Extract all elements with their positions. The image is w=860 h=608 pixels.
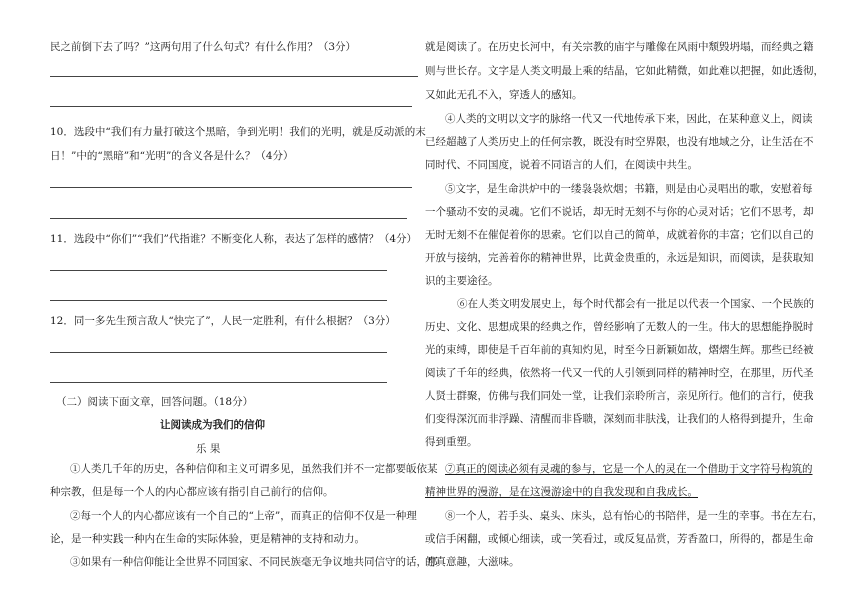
paragraph-6: 人贤士群聚，仿佛与我们同处一堂，让我们亲聆所言，亲见所行。他们的言行，使我 <box>425 390 814 402</box>
q9-tail: 民之前倒下去了吗？”这两句用了什么句式？有什么作用？（3分） <box>50 41 357 53</box>
paragraph-6: ⑥在人类文明发展史上，每个时代都会有一批足以代表一个国家、一个民族的 <box>457 298 814 310</box>
paragraph-4: ④人类的文明以文字的脉络一代又一代地传承下来，因此，在某种意义上，阅读 <box>445 113 813 125</box>
paragraph-5: ⑤文字，是生命洪炉中的一缕袅袅炊烟；书籍，则是由心灵唱出的歌，安慰着每 <box>445 183 813 195</box>
paragraph-2: 论，是一种实践一种内在生命的实际体验，更是精神的支持和动力。 <box>50 533 365 545</box>
answer-line[interactable] <box>50 270 387 271</box>
answer-line[interactable] <box>50 187 412 188</box>
paragraph-7-underlined: ⑦真正的阅读必须有灵魂的参与，它是一个人的灵在一个借助于文字符号构筑的 <box>445 463 813 475</box>
paragraph-5: 识的主要途径。 <box>425 275 499 287</box>
paragraph-5: 开放与接纳，完善着你的精神世界，比黄金贵重的，永远是知识，而阅读，是获取知 <box>425 252 814 264</box>
answer-line[interactable] <box>50 106 412 107</box>
paragraph-3: ③如果有一种信仰能让全世界不同国家、不同民族毫无争议地共同信守的话，那 <box>70 556 438 568</box>
answer-line[interactable] <box>50 300 387 301</box>
answer-line[interactable] <box>50 352 387 353</box>
paragraph-5: 一个骚动不安的灵魂。它们不说话，却无时无刻不与你的心灵对话；它们不思考，却 <box>425 206 814 218</box>
section-heading: （二）阅读下面文章，回答问题。（18分） <box>56 396 254 408</box>
paragraph-2: ②每一个人的内心都应该有一个自己的“上帝”，而真正的信仰不仅是一种理 <box>70 510 417 522</box>
paragraph-1: ①人类几千年的历史，各种信仰和主义可谓多见，虽然我们并不一定都要皈依某 <box>70 463 438 475</box>
paragraph-8: 或信手闲翻，或倾心细读，或一笑看过，或反复品赏，芳香盈口，所得的，都是生命 <box>425 533 814 545</box>
q10-line1: 10．选段中“我们有力量打破这个黑暗，争到光明！我们的光明，就是反动派的末 <box>50 126 426 138</box>
q11: 11．选段中“你们”“我们”代指谁？不断变化人称，表达了怎样的感情？（4分） <box>50 233 418 245</box>
paragraph-8: ⑧一个人，若手头、桌头、床头，总有怡心的书陪伴，是一生的幸事。书在左右， <box>445 510 823 522</box>
paragraph-6: 历史、文化、思想成果的经典之作，曾经影响了无数人的一生。伟大的思想能挣脱时 <box>425 321 814 333</box>
q12: 12．同一多先生预言敌人“快完了”，人民一定胜利，有什么根据？（3分） <box>50 315 396 327</box>
paragraph-3: 则与世长存。文字是人类文明最上乘的结晶，它如此精微，如此难以把握，如此透彻， <box>425 65 824 77</box>
paragraph-6: 得到重塑。 <box>425 436 478 448</box>
paragraph-4: 已经超越了人类历史上的任何宗教，既没有时空界限，也没有地域之分，让生活在不 <box>425 136 814 148</box>
answer-line[interactable] <box>50 218 407 219</box>
paragraph-3: 就是阅读了。在历史长河中，有关宗教的庙宇与雕像在风雨中颓毁坍塌，而经典之籍 <box>425 41 814 53</box>
paragraph-6: 阅读了千年的经典，依然将一代又一代的人引领到同样的精神时空，在那里，历代圣 <box>425 367 814 379</box>
paragraph-8: 的真意趣，大滋味。 <box>425 556 520 568</box>
paragraph-6: 光的束缚，即使是千百年前的真知灼见，时至今日新颖如故，熠熠生辉。那些已经被 <box>425 344 814 356</box>
paragraph-1: 种宗教，但是每一个人的内心都应该有指引自己前行的信仰。 <box>50 486 334 498</box>
paragraph-6: 们变得深沉而非浮躁、清醒而非昏聩，深刻而非肤浅，让我们的人格得到提升，生命 <box>425 413 814 425</box>
q10-line2: 日！”中的“黑暗”和“光明”的含义各是什么？（4分） <box>50 150 294 162</box>
article-author: 乐 果 <box>196 443 221 455</box>
paragraph-7-underlined: 精神世界的漫游，是在这漫游途中的自我发现和自我成长。 <box>425 486 698 498</box>
answer-line[interactable] <box>50 382 387 383</box>
answer-line[interactable] <box>50 76 418 77</box>
paragraph-4: 同时代、不同国度，说着不同语言的人们，在阅读中共生。 <box>425 159 698 171</box>
paragraph-3: 又如此无孔不入，穿透人的感知。 <box>425 89 583 101</box>
article-title: 让阅读成为我们的信仰 <box>160 419 265 431</box>
paragraph-5: 无时无刻不在催促着你的思索。它们以自己的简单，成就着你的丰富；它们以自己的 <box>425 229 814 241</box>
